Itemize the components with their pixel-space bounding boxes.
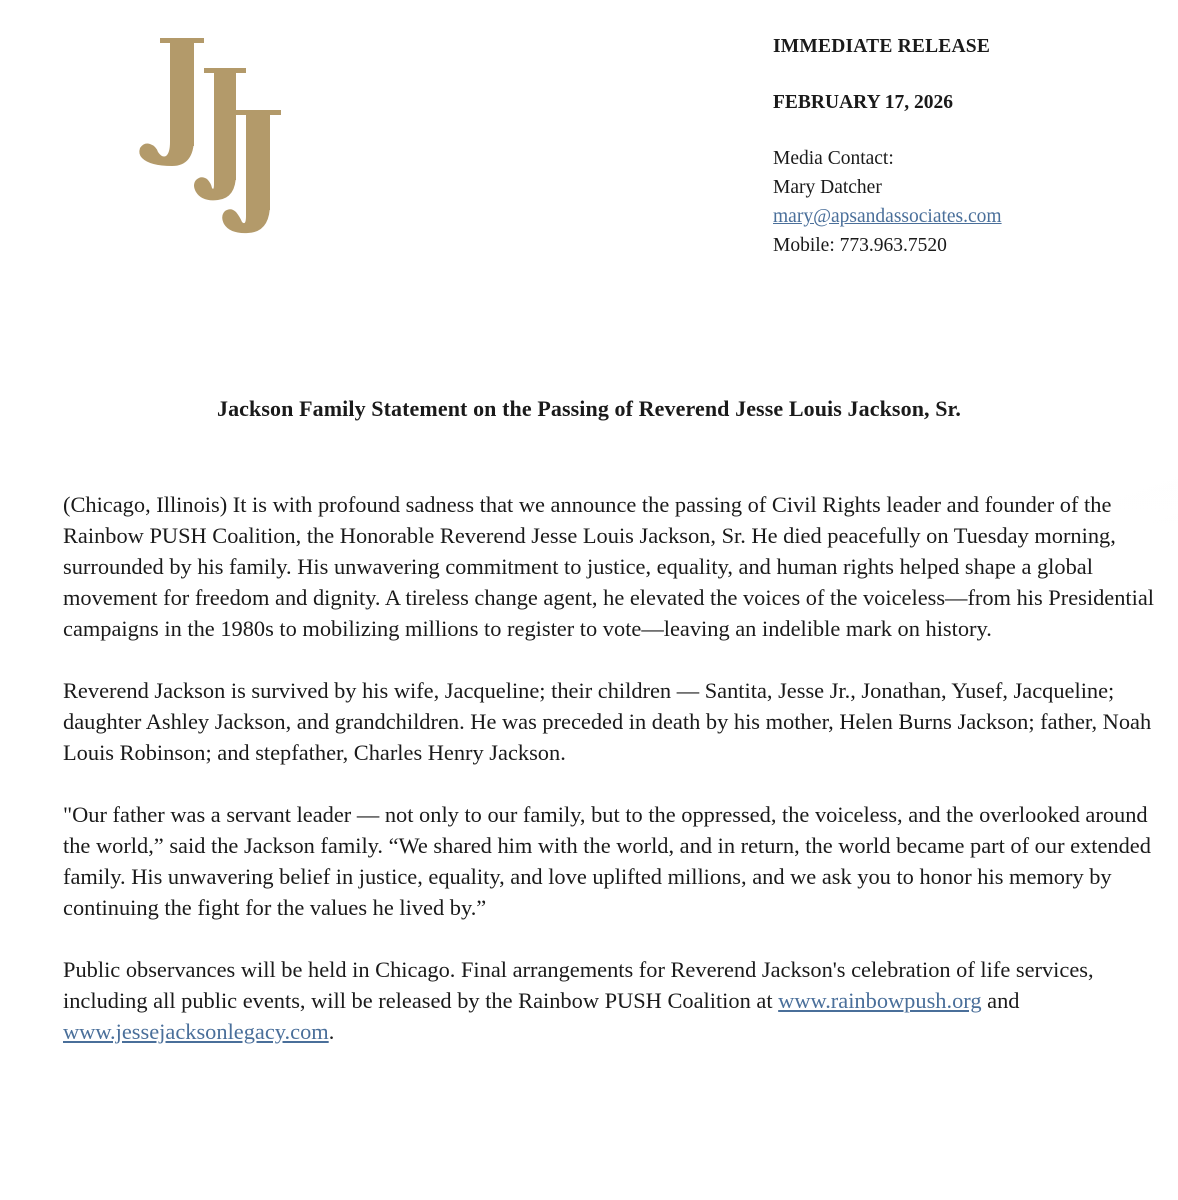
release-type: IMMEDIATE RELEASE [773, 36, 991, 57]
jessejacksonlegacy-link[interactable]: www.jessejacksonlegacy.com [63, 1019, 329, 1044]
observances-text: Public observances will be held in Chicago. Final arrangements for Reverend Jackson's celebration of life services, including all public events, will be released by the Rainbow PUSH Coalition at [63, 957, 1094, 1013]
paragraph-announcement: (Chicago, Illinois) It is with profound sadness that we announce the passing of Civil Rights leader and founder of the Rainbow PUSH Coalition, the Honorable Reverend Jesse Louis Jackson, Sr. He died peacefully on Tuesday morning, surrounded by his family. His unwavering commitment to justice, equality, and human rights helped shape a global movement for freedom and dignity. A tireless change agent, he elevated the voices of the voiceless—from his Presidential campaigns in the 1980s to mobilizing millions to register to vote—leaving an indelible mark on history. [63, 492, 1155, 641]
contact-name: Mary Datcher [773, 177, 882, 198]
release-header [773, 32, 1153, 260]
period-text: . [328, 1019, 335, 1044]
paragraph-family-quote: "Our father was a servant leader — not only to our family, but to the oppressed, the voiceless, and the overlooked around the world,” said the Jackson family. “We shared him with the world, and in return, the world became part of our extended family. His unwavering belief in justice, equality, and love uplifted millions, and we ask you to honor his memory by continuing the fight for the values he lived by.” [63, 802, 1151, 920]
statement-body [63, 489, 1163, 1078]
jj-monogram-logo [136, 38, 296, 234]
statement-headline: Jackson Family Statement on the Passing of Reverend Jesse Louis Jackson, Sr. [216, 396, 962, 421]
paragraph-observances [63, 954, 1163, 1047]
contact-email-link[interactable]: mary@apsandassociates.com [773, 206, 1002, 227]
release-date: FEBRUARY 17, 2026 [773, 92, 954, 113]
contact-mobile: Mobile: 773.963.7520 [773, 235, 947, 256]
paragraph-survivors: Reverend Jackson is survived by his wife, Jacqueline; their children — Santita, Jesse Jr., Jonathan, Yusef, Jacqueline; daughter Ashley Jackson, and grandchildren. He was preceded in death by his mother, Helen Burns Jackson; father, Noah Louis Robinson; and stepfather, Charles Henry Jackson. [63, 678, 1152, 765]
media-contact-label: Media Contact: [773, 148, 894, 169]
rainbowpush-link[interactable]: www.rainbowpush.org [778, 988, 982, 1013]
and-text: and [987, 988, 1020, 1013]
